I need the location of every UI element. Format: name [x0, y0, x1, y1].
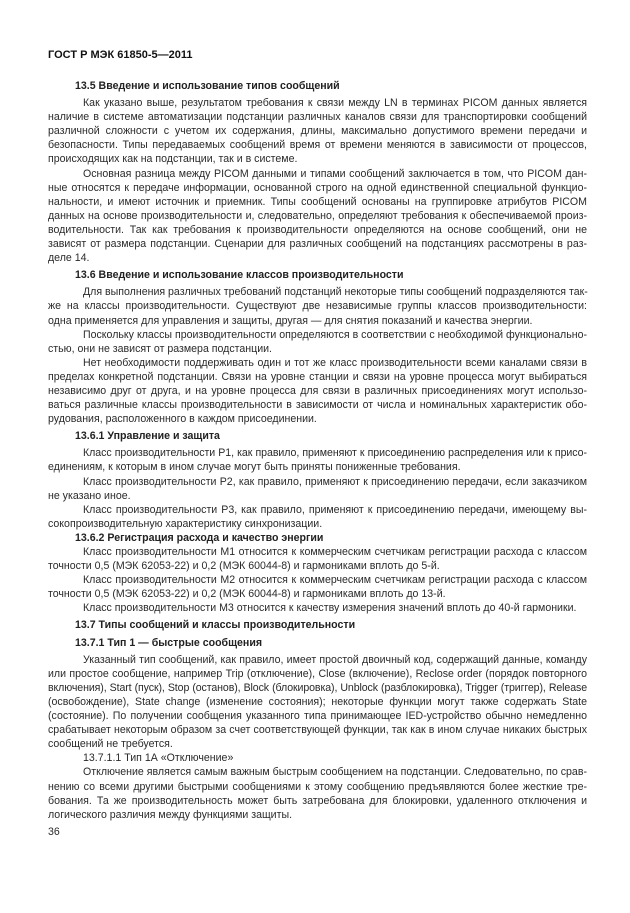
section-heading: 13.6.2 Регистрация расхода и качество энергии: [75, 531, 324, 544]
paragraph: [48, 446, 587, 474]
paragraph: [48, 573, 587, 601]
section-heading: 13.6 Введение и использование классов производительности: [75, 269, 404, 282]
text-line: Класс производительности M2 относится к коммерческим счетчикам регистрации расхода с классом: [83, 574, 587, 587]
text-line: логического различия между функциями защиты.: [48, 808, 293, 821]
text-line: Класс производительности P3, как правило, применяют к присоединению передачи, имеющему вы-: [83, 503, 587, 516]
text-line: нальности, и имеют источник и приемник. Типы сообщений основаны на группировке атрибутов PICOM: [48, 195, 587, 208]
text-line: ваться различные классы производительности в зависимости от числа и номинальных характеристик обо-: [48, 399, 587, 412]
text-line: точности 0,5 (МЭК 62053-22) и 0,2 (МЭК 60044-8) и гармониками вплоть до 13-й.: [48, 588, 446, 601]
text-line: нению со всеми другими быстрыми сообщениями к этому сообщению предъявляются более жесткие тре-: [48, 780, 587, 793]
page-number: 36: [48, 826, 60, 838]
section-heading: 13.6.1 Управление и защита: [75, 430, 220, 443]
text-line: стью, они не зависят от размера подстанции.: [48, 342, 272, 355]
text-line: Класс производительности P2, как правило, применяют к присоединению передачи, если заказчиком: [83, 475, 587, 488]
paragraph: [48, 503, 587, 531]
text-line: ные относятся к передаче информации, основанной строго на одной единственной специальной функцио-: [48, 181, 587, 194]
text-line: срабатывает некоторым образом за счет соответствующей функции, так как в ином случае никаких быстрых: [48, 724, 587, 737]
paragraph: [48, 601, 587, 615]
text-line: одна применяется для управления и защиты, другая — для снятия показаний и качества энергии.: [48, 314, 533, 327]
text-line: пределах конкретной подстанции. Связи на уровне станции и связи на уровне процесса могут выбираться: [48, 370, 587, 383]
text-line: происходящих как на подстанции, так и в системе.: [48, 153, 298, 166]
text-line: Поскольку классы производительности определяются в соответствии с необходимой функционально-: [83, 328, 587, 341]
text-line: рудования, расположенного в каждом присоединении.: [48, 413, 317, 426]
text-line: Нет необходимости поддерживать один и тот же класс производительности всеми каналами связи в: [83, 356, 587, 369]
paragraph: [48, 765, 587, 821]
text-line: водительности. Так как требования к производительности определяются на основе сообщений, они не: [48, 223, 587, 236]
text-line: бования. Та же производительность может быть затребована для блокировки, удаленного отключения и: [48, 794, 587, 807]
paragraph: [48, 653, 587, 752]
paragraph: [48, 475, 587, 503]
section-heading: 13.5 Введение и использование типов сообщений: [75, 80, 340, 92]
text-line: Класс производительности P1, как правило, применяют к присоединению распределения или к присо-: [83, 447, 587, 460]
text-line: не указано иное.: [48, 489, 131, 502]
text-line: независимо друг от друга, и на уровне процесса для связи в различных присоединениях могут использо-: [48, 384, 587, 397]
text-line: наличие в системе автоматизации подстанции различных каналов связи для транспортировки сообщений: [48, 111, 587, 124]
paragraph: [48, 545, 587, 573]
text-line: данных на основе производительности и, следовательно, определяют требования к обеспечиваемой произ-: [48, 209, 587, 222]
text-line: сокопроизводительную характеристику синхронизации.: [48, 517, 323, 530]
text-line: (освобождение), State change (изменение состояния); некоторые функции могут также содержать State: [48, 695, 587, 708]
document-body: [48, 79, 587, 822]
text-line: сообщений не требуется.: [48, 738, 173, 751]
text-line: Класс производительности M3 относится к качеству измерения значений вплоть до 40-й гармоники.: [83, 602, 577, 615]
section-heading: 13.7.1 Тип 1 — быстрые сообщения: [75, 636, 263, 649]
subsection-heading: 13.7.1.1 Тип 1А «Отключение»: [83, 752, 234, 765]
section-heading: 13.7 Типы сообщений и классы производительности: [75, 619, 356, 632]
text-line: точности 0,5 (МЭК 62053-22) и 0,2 (МЭК 60044-8) и гармониками вплоть до 5-й.: [48, 560, 440, 573]
paragraph: [48, 328, 587, 356]
text-line: (состояние). По получении сообщения указанного типа принимающее IED-устройство обычно немедленно: [48, 710, 587, 723]
text-line: Указанный тип сообщений, как правило, имеет простой двоичный код, содержащий данные, команду: [83, 653, 587, 666]
text-line: или простое сообщение, например Trip (отключение), Close (включение), Reclose order (порядок повторного: [48, 667, 587, 680]
text-line: единениям, к которым в ином случае могут быть приняты пониженные требования.: [48, 461, 461, 474]
text-line: безопасности. Типы передаваемых сообщений время от времени меняются в зависимости от процессов,: [48, 139, 587, 152]
paragraph: [48, 285, 587, 327]
text-line: Класс производительности M1 относится к коммерческим счетчикам регистрации расхода с классом: [83, 546, 587, 558]
paragraph: [48, 356, 587, 426]
text-line: различной сложности с учетом их содержания, длины, максимально допустимого времени передачи и: [48, 125, 587, 138]
text-line: Отключение является самым важным быстрым сообщением на подстанции. Следовательно, по срав-: [83, 766, 587, 779]
document-header: ГОСТ Р МЭК 61850-5—2011: [48, 49, 193, 61]
paragraph: [48, 96, 587, 166]
text-line: же на классы производительности. Существуют две независимые группы классов производительности:: [48, 300, 587, 313]
text-line: включения), Start (пуск), Stop (останов), Block (блокировка), Unblock (разблокировка), Trigger (триггер), Release: [48, 681, 587, 694]
text-line: деле 14.: [48, 252, 90, 265]
text-line: зависят от размера подстанции. Сценарии для различных сообщений на подстанциях рассмотрены в раз-: [48, 238, 587, 251]
text-line: Как указано выше, результатом требования к связи между LN в терминах PICOM данных является: [83, 97, 587, 110]
text-line: Для выполнения различных требований подстанций некоторые типы сообщений подразделяются так-: [83, 286, 588, 299]
text-line: Основная разница между PICOM данными и типами сообщений заключается в том, что PICOM дан-: [83, 167, 587, 180]
paragraph: [48, 167, 587, 266]
